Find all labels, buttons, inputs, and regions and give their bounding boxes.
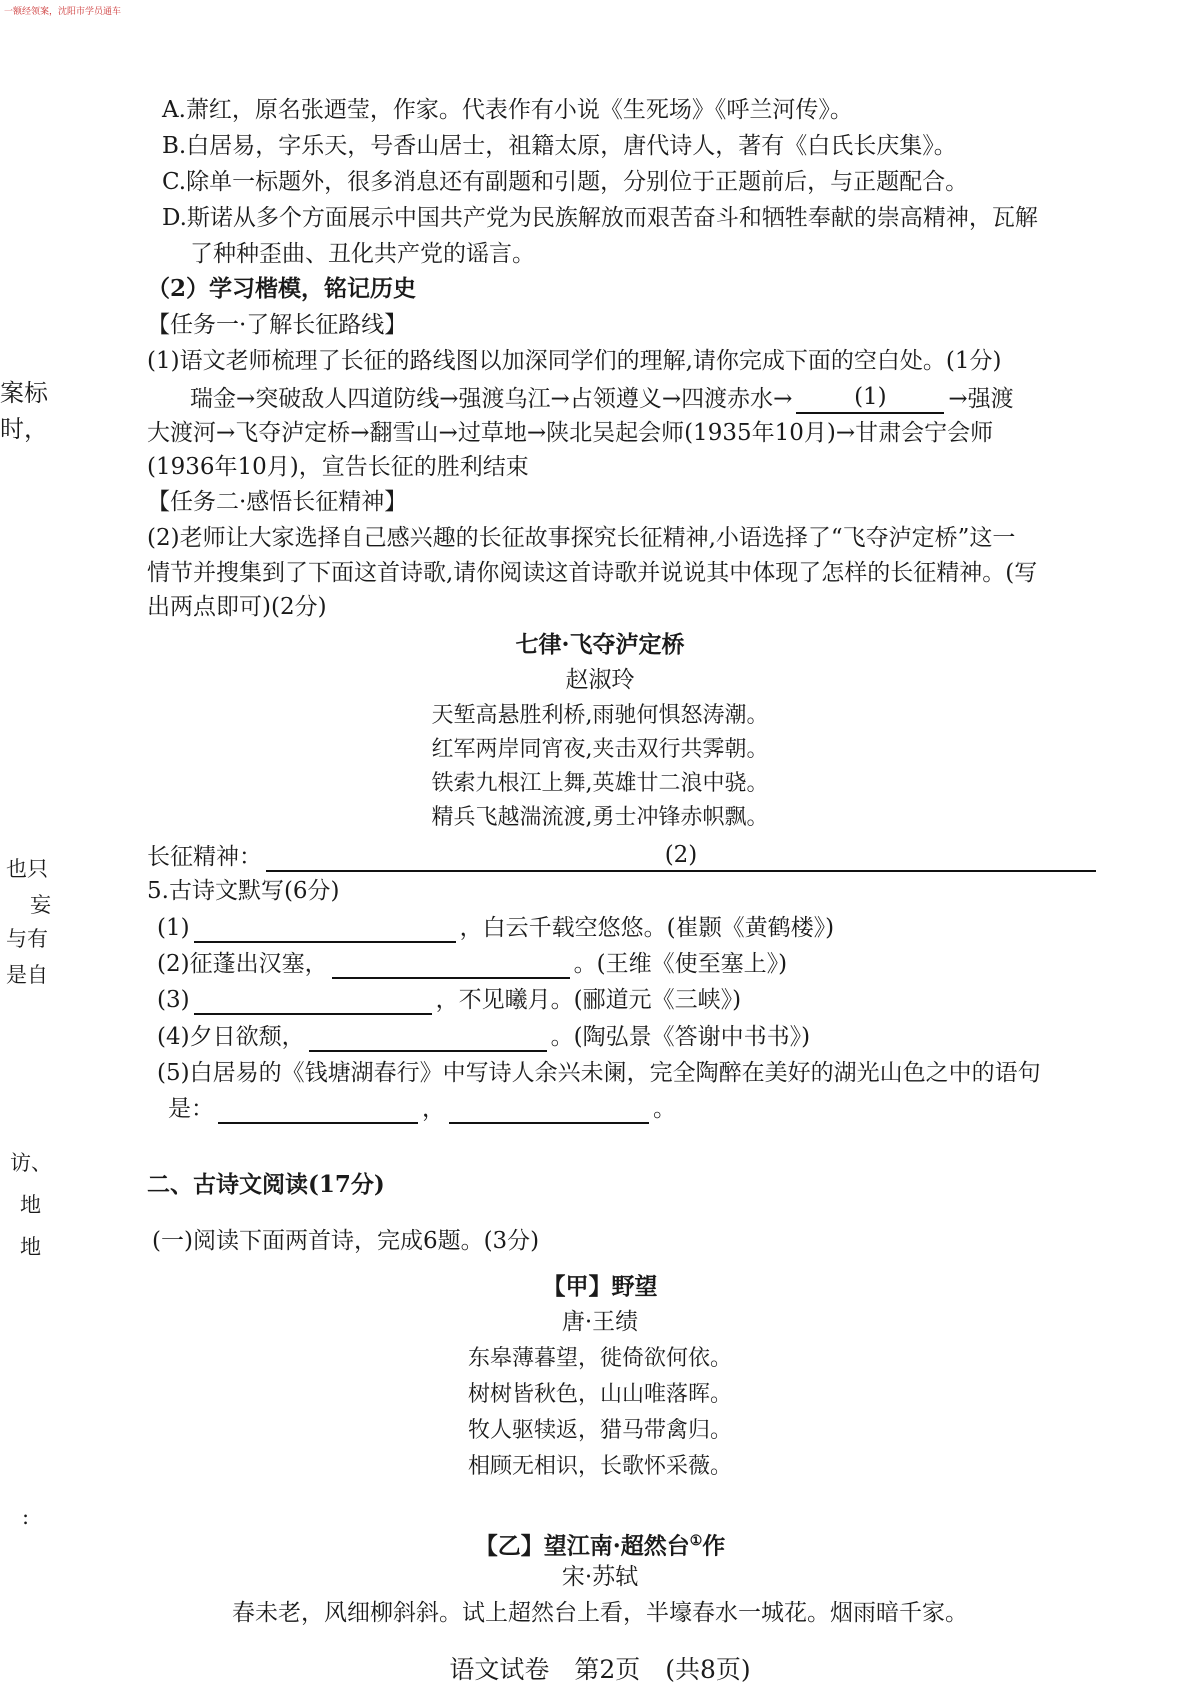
margin-fragment: 妄 [30,893,51,917]
q5-item-2 [157,949,787,979]
q5-title: 5.古诗文默写(6分) [147,878,340,904]
item-text: ，不见曦月。(郦道元《三峡》) [435,987,742,1013]
route-line-1 [190,382,1014,414]
q5-item-5: (5)白居易的《钱塘湖春行》中写诗人余兴未阑，完全陶醉在美好的湖光山色之中的语句 [157,1060,1041,1086]
poem-line: 精兵飞越湍流渡,勇士冲锋赤帜飘。 [431,805,769,830]
task2-heading: 【任务二·感悟长征精神】 [147,489,408,515]
q5-item-5-answer [168,1094,676,1124]
spirit-label: 长征精神： [147,844,262,870]
task1-heading: 【任务一·了解长征路线】 [147,312,408,338]
answer-blank[interactable] [194,991,432,1015]
part2-subtitle: (一)阅读下面两首诗，完成6题。(3分) [152,1228,540,1254]
item-text: (2)征蓬出汉塞， [157,951,328,977]
q5-item-1 [157,913,834,943]
margin-fragment: 案标 [0,379,48,407]
answer-blank-2[interactable]: (2) [266,840,1096,872]
answer-blank[interactable] [218,1100,418,1124]
poem-line: 东皋薄暮望，徙倚欲何依。 [467,1346,732,1371]
footnote-marker: ① [689,1533,703,1549]
separator: ， [422,1096,445,1122]
option-d: D.斯诺从多个方面展示中国共产党为民族解放而艰苦奋斗和牺牲奉献的崇高精神，瓦解 [162,205,1038,231]
poem-a-author: 唐·王绩 [561,1309,639,1335]
poem-title: 七律·飞夺泸定桥 [515,631,685,658]
answer-blank-1[interactable]: (1) [796,382,944,414]
spirit-line [147,840,1100,872]
poem-line: 红军两岸同宵夜,夹击双行共霁朝。 [431,737,769,762]
part2-title: 二、古诗文阅读(17分) [147,1171,385,1198]
poem-a-title: 【甲】野望 [542,1273,658,1300]
task2-question: (2)老师让大家选择自己感兴趣的长征故事探究长征精神,小语选择了“飞夺泸定桥”这一 [147,525,1016,551]
poem-author: 赵淑玲 [565,667,635,693]
margin-fragment: 与有 [6,927,48,951]
task2-question-cont: 情节并搜集到了下面这首诗歌,请你阅读这首诗歌并说说其中体现了怎样的长征精神。(写 [147,560,1038,586]
route-end: →强渡 [948,386,1014,412]
item-text: 。(王维《使至塞上》) [573,951,788,977]
item-text: 。 [653,1096,676,1122]
header-note: 一额经领案，沈阳市学员通车 [4,7,122,17]
option-c: C.除单一标题外，很多消息还有副题和引题，分别位于正题前后，与正题配合。 [162,169,969,195]
poem-line: 铁索九根江上舞,英雄廿二浪中骁。 [431,771,769,796]
item-text: 是： [168,1096,214,1122]
margin-fragment: 地 [20,1235,41,1259]
answer-blank[interactable] [309,1028,547,1052]
poem-b-author: 宋·苏轼 [561,1564,639,1590]
item-number: (1) [157,915,190,941]
route-text: 瑞金→突破敌人四道防线→强渡乌江→占领遵义→四渡赤水→ [190,386,793,412]
poem-b-title-end: 作 [702,1532,726,1560]
poem-b-title [0,1526,1200,1562]
route-line-3: (1936年10月)，宣告长征的胜利结束 [147,454,529,480]
route-line-2: 大渡河→飞夺泸定桥→翻雪山→过草地→陕北吴起会师(1935年10月)→甘肃会宁会师 [147,420,994,446]
margin-fragment: 访、 [10,1151,52,1175]
poem-b-title-text: 【乙】望江南·超然台 [474,1532,690,1560]
task1-question: (1)语文老师梳理了长征的路线图以加深同学们的理解,请你完成下面的空白处。(1分) [147,348,1002,374]
answer-blank[interactable] [332,955,570,979]
q5-item-4 [157,1022,810,1052]
poem-line: 天堑高悬胜利桥,雨驰何惧怒涛潮。 [431,703,769,728]
poem-line: 牧人驱犊返，猎马带禽归。 [467,1418,732,1443]
q5-item-3 [157,985,741,1015]
margin-fragment: 地 [20,1193,41,1217]
option-d-cont: 了种种歪曲、丑化共产党的谣言。 [190,241,535,267]
option-b: B.白居易，字乐天，号香山居士，祖籍太原，唐代诗人，著有《白氏长庆集》。 [162,133,957,159]
section-title: （2）学习楷模，铭记历史 [147,275,417,302]
task2-question-cont: 出两点即可)(2分) [147,594,327,620]
option-a: A.萧红，原名张迺莹，作家。代表作有小说《生死场》《呼兰河传》。 [162,97,853,123]
poem-b-line: 春未老，风细柳斜斜。试上超然台上看，半壕春水一城花。烟雨暗千家。 [232,1600,968,1626]
margin-fragment: 也只 [6,857,48,881]
poem-line: 树树皆秋色，山山唯落晖。 [467,1382,732,1407]
page-footer: 语文试卷 第2页 (共8页) [449,1655,751,1684]
margin-fragment: 时， [0,415,48,443]
answer-blank[interactable] [449,1100,649,1124]
answer-blank[interactable] [194,919,456,943]
item-text: ，白云千载空悠悠。(崔颢《黄鹤楼》) [459,915,835,941]
item-text: (4)夕日欲颓， [157,1024,305,1050]
item-text: 。(陶弘景《答谢中书书》) [550,1024,811,1050]
item-number: (3) [157,987,190,1013]
poem-line: 相顾无相识，长歌怀采薇。 [467,1454,732,1479]
margin-fragment: : [22,1505,30,1529]
margin-fragment: 是自 [6,963,48,987]
